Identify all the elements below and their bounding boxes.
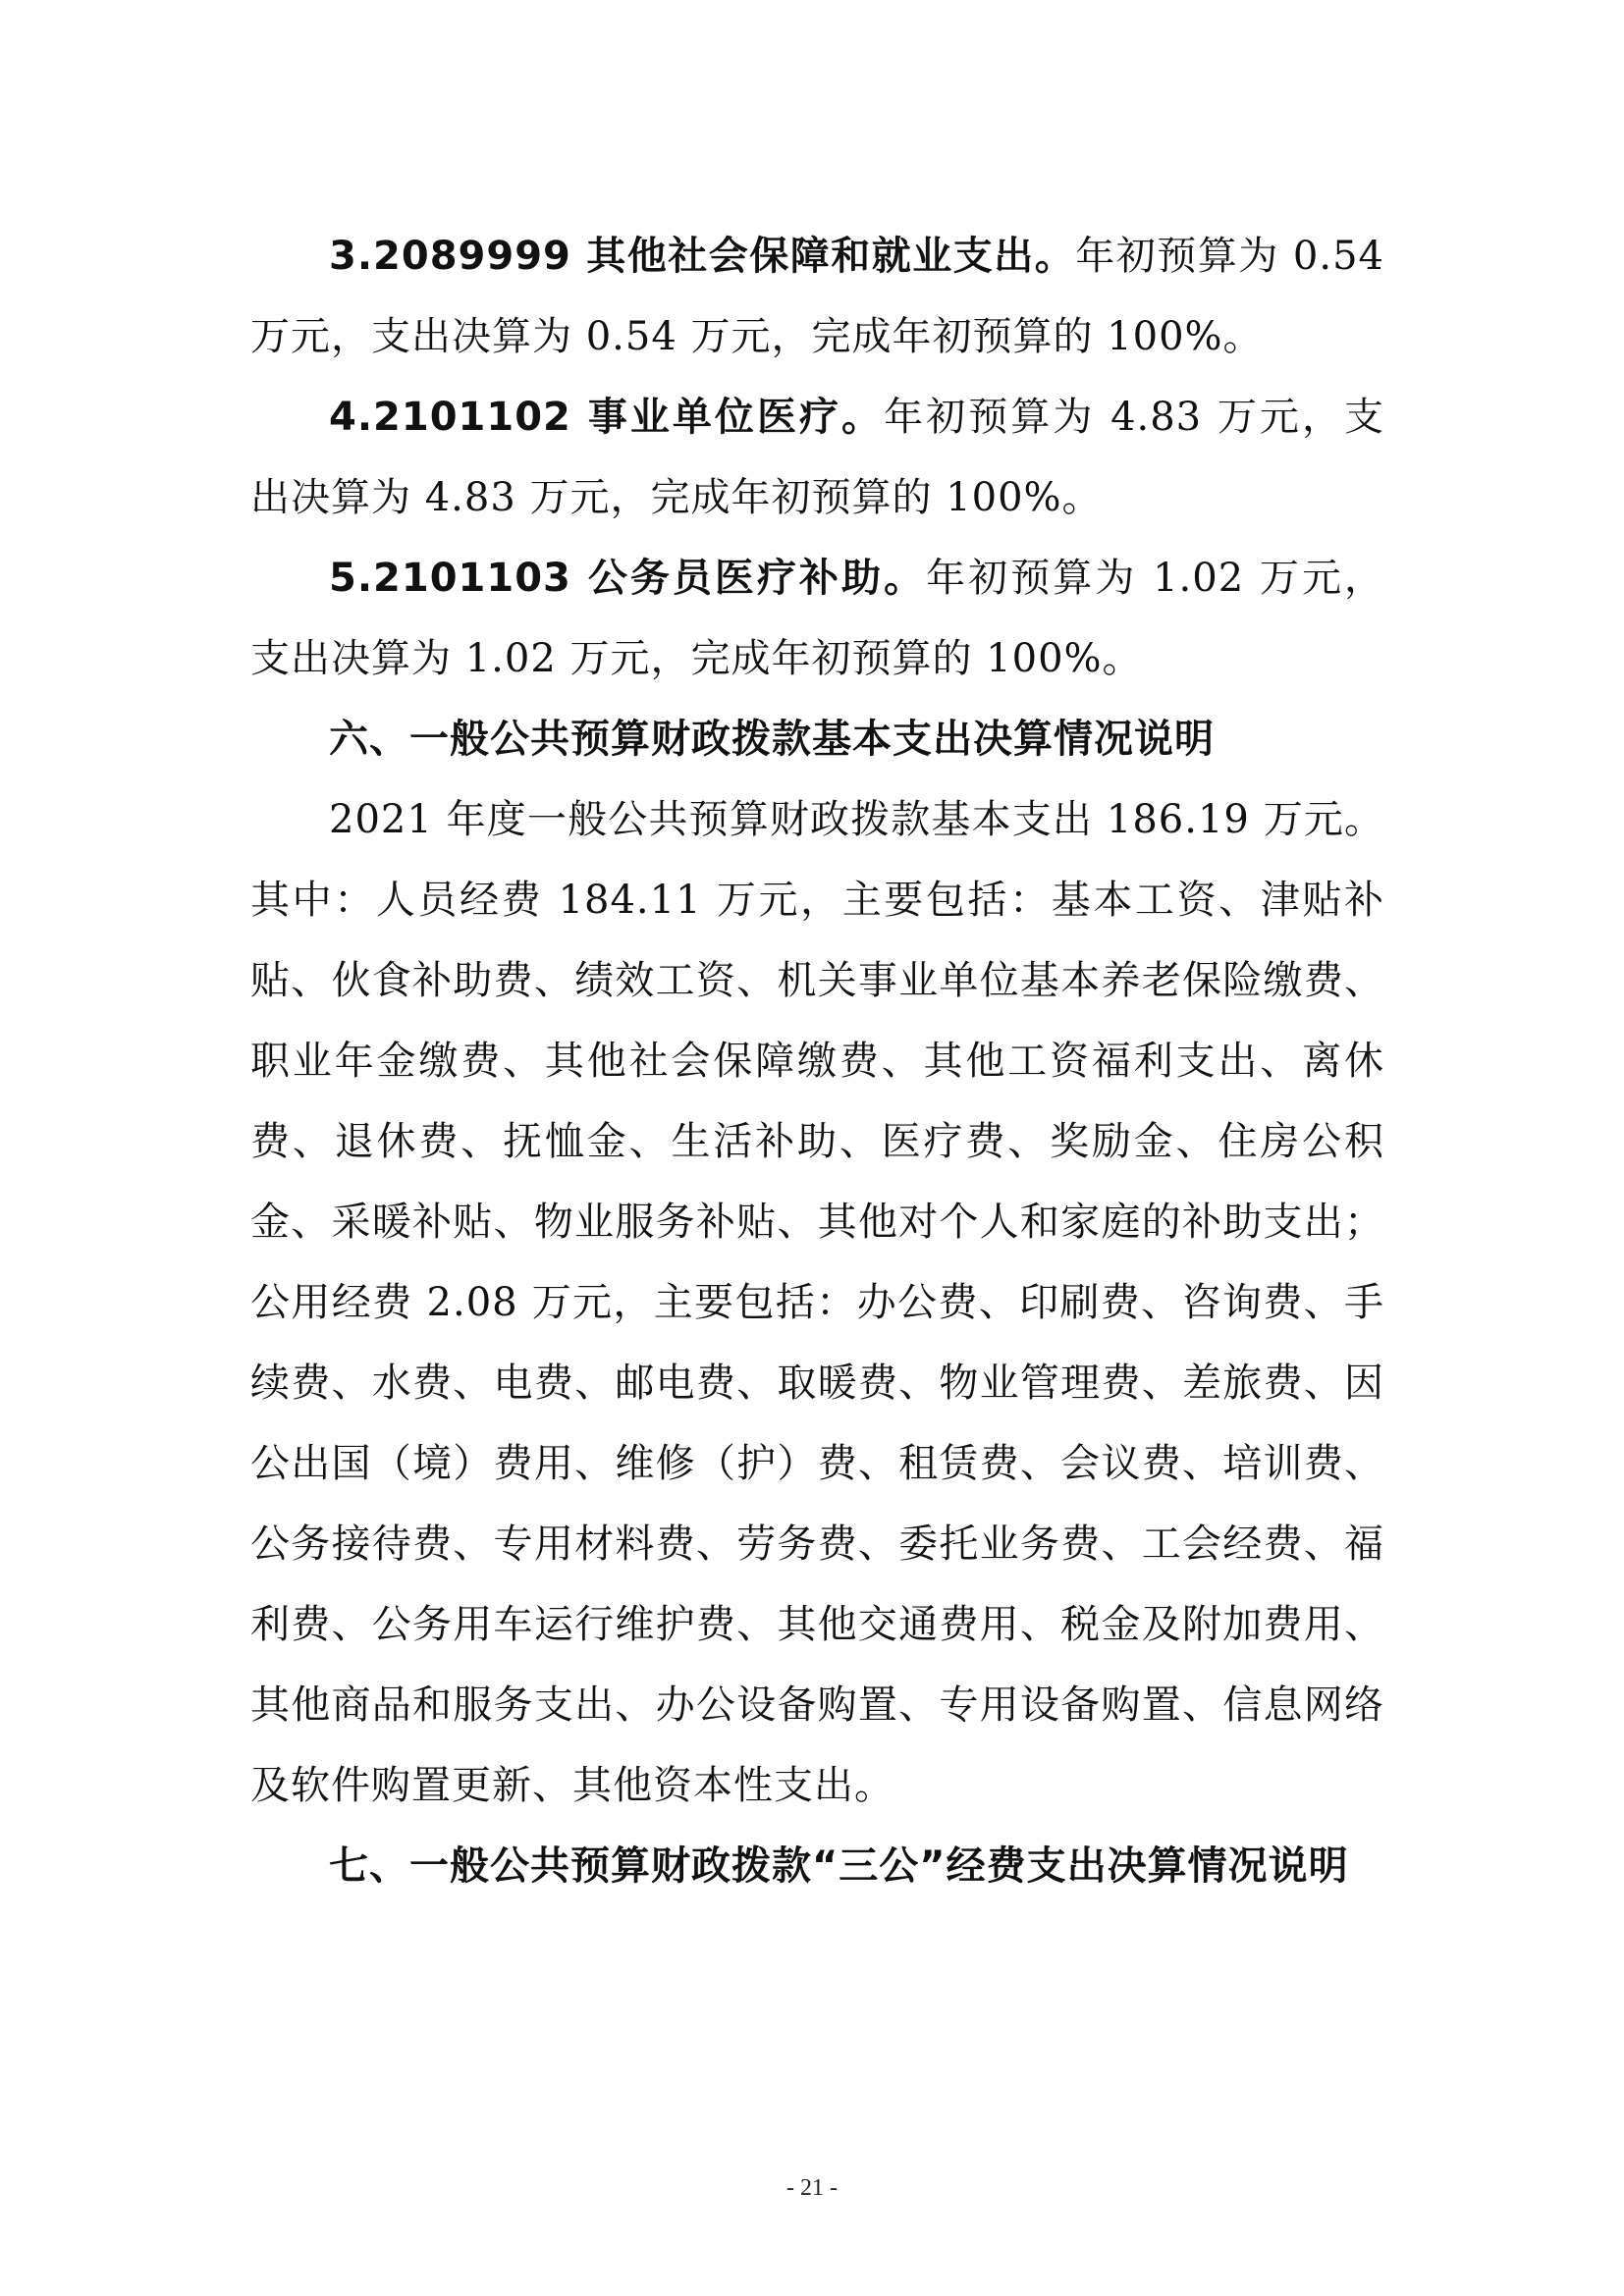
budget-item-label: 4.2101102 事业单位医疗。 (329, 395, 885, 440)
document-body (250, 216, 1384, 1906)
budget-item-label: 5.2101103 公务员医疗补助。 (329, 556, 927, 601)
budget-item-label: 3.2089999 其他社会保障和就业支出。 (329, 234, 1076, 279)
budget-item-text: 年初预算为 4.83 万元，支出决算为 4.83 万元，完成年初预算的 100%。 (250, 395, 1385, 520)
page-number: - 21 - (786, 2175, 838, 2201)
section-seven-heading: 七、一般公共预算财政拨款“三公”经费支出决算情况说明 (329, 1843, 1349, 1889)
section-six-body: 2021 年度一般公共预算财政拨款基本支出 186.19 万元。其中：人员经费 184.11 万元，主要包括：基本工资、津贴补贴、伙食补助费、绩效工资、机关事业单位基本养老保险缴费、职业年金缴费、其他社会保障缴费、其他工资福利支出、离休费、退休费、抚恤金、生活补助、医疗费、奖励金、住房公积金、采暖补贴、物业服务补贴、其他对个人和家庭的补助支出；公用经费 2.08 万元，主要包括：办公费、印刷费、咨询费、手续费、水费、电费、邮电费、取暖费、物业管理费、差旅费、因公出国（境）费用、维修（护）费、租赁费、会议费、培训费、公务接待费、专用材料费、劳务费、委托业务费、工会经费、福利费、公务用车运行维护费、其他交通费用、税金及附加费用、其他商品和服务支出、办公设备购置、专用设备购置、信息网络及软件购置更新、其他资本性支出。 (250, 797, 1384, 1808)
budget-item-paragraph (250, 216, 1384, 377)
section-six-heading: 六、一般公共预算财政拨款基本支出决算情况说明 (329, 717, 1215, 762)
budget-item-paragraph (250, 538, 1384, 699)
budget-item-paragraph (250, 377, 1384, 538)
budget-item-text: 年初预算为 0.54 万元，支出决算为 0.54 万元，完成年初预算的 100%。 (250, 234, 1384, 359)
budget-item-text: 年初预算为 1.02 万元，支出决算为 1.02 万元，完成年初预算的 100%。 (250, 556, 1384, 681)
